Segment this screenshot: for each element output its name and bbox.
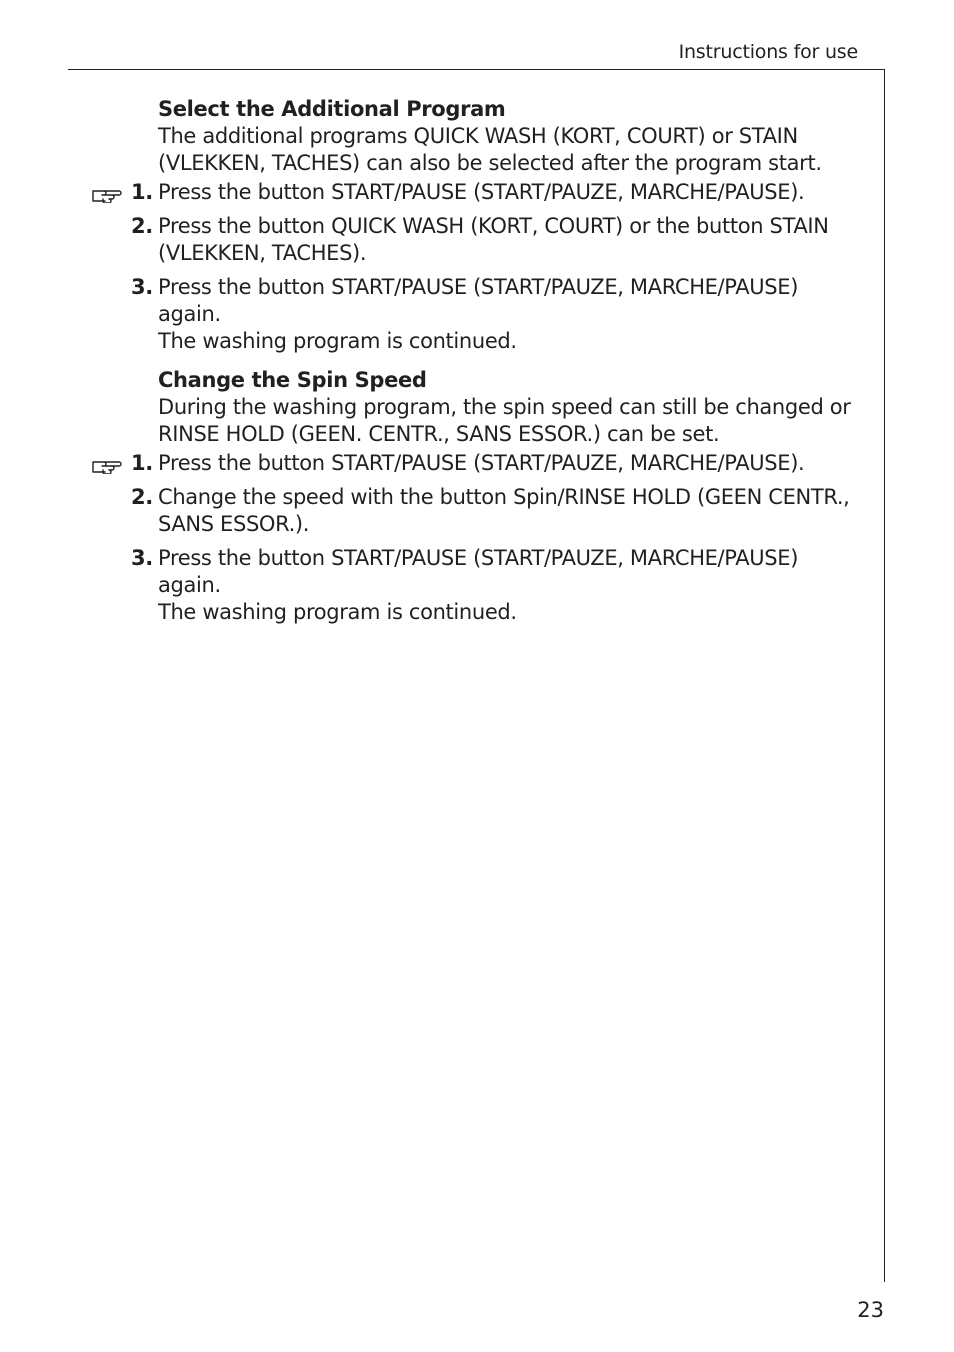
page-number: 23 [857, 1298, 884, 1322]
step-item [131, 274, 858, 355]
step-item [131, 545, 858, 626]
intro-line: The additional programs QUICK WASH (KORT, COURT) or STAIN [158, 124, 798, 148]
step-text: Press the button START/PAUSE (START/PAUZE, MARCHE/PAUSE). [158, 180, 805, 204]
step-number: 1. [131, 180, 153, 204]
step-number: 1. [131, 451, 153, 475]
section-intro [158, 123, 858, 177]
section-intro [158, 394, 858, 448]
step-text: Press the button START/PAUSE (START/PAUZE, MARCHE/PAUSE). [158, 451, 805, 475]
step-item [131, 213, 858, 267]
section-heading: Select the Additional Program [158, 97, 506, 121]
step-text: Press the button QUICK WASH (KORT, COURT) or the button STAIN [158, 214, 829, 238]
step-text: The washing program is continued. [158, 600, 517, 624]
intro-line: RINSE HOLD (GEEN. CENTR., SANS ESSOR.) can be set. [158, 422, 720, 446]
step-item [131, 484, 858, 538]
step-text: Press the button START/PAUSE (START/PAUZE, MARCHE/PAUSE) again. [158, 546, 799, 597]
margin-rule [884, 69, 885, 1282]
running-header: Instructions for use [678, 41, 858, 63]
step-number: 2. [131, 485, 153, 509]
intro-line: During the washing program, the spin speed can still be changed or [158, 395, 851, 419]
step-text: The washing program is continued. [158, 329, 517, 353]
step-item [131, 179, 858, 206]
step-number: 3. [131, 546, 153, 570]
section-additional-program [131, 96, 858, 355]
section-spin-speed [131, 367, 858, 626]
pointing-hand-icon [92, 185, 122, 203]
intro-line: (VLEKKEN, TACHES) can also be selected after the program start. [158, 151, 822, 175]
step-text: Press the button START/PAUSE (START/PAUZE, MARCHE/PAUSE) again. [158, 275, 799, 326]
step-text: (VLEKKEN, TACHES). [158, 241, 367, 265]
step-number: 3. [131, 275, 153, 299]
step-text: Change the speed with the button Spin/RINSE HOLD (GEEN CENTR., [158, 485, 850, 509]
step-number: 2. [131, 214, 153, 238]
section-heading: Change the Spin Speed [158, 368, 427, 392]
instructions-body [131, 96, 858, 638]
step-item [131, 450, 858, 477]
pointing-hand-icon [92, 456, 122, 474]
step-text: SANS ESSOR.). [158, 512, 310, 536]
header-rule [68, 69, 885, 70]
